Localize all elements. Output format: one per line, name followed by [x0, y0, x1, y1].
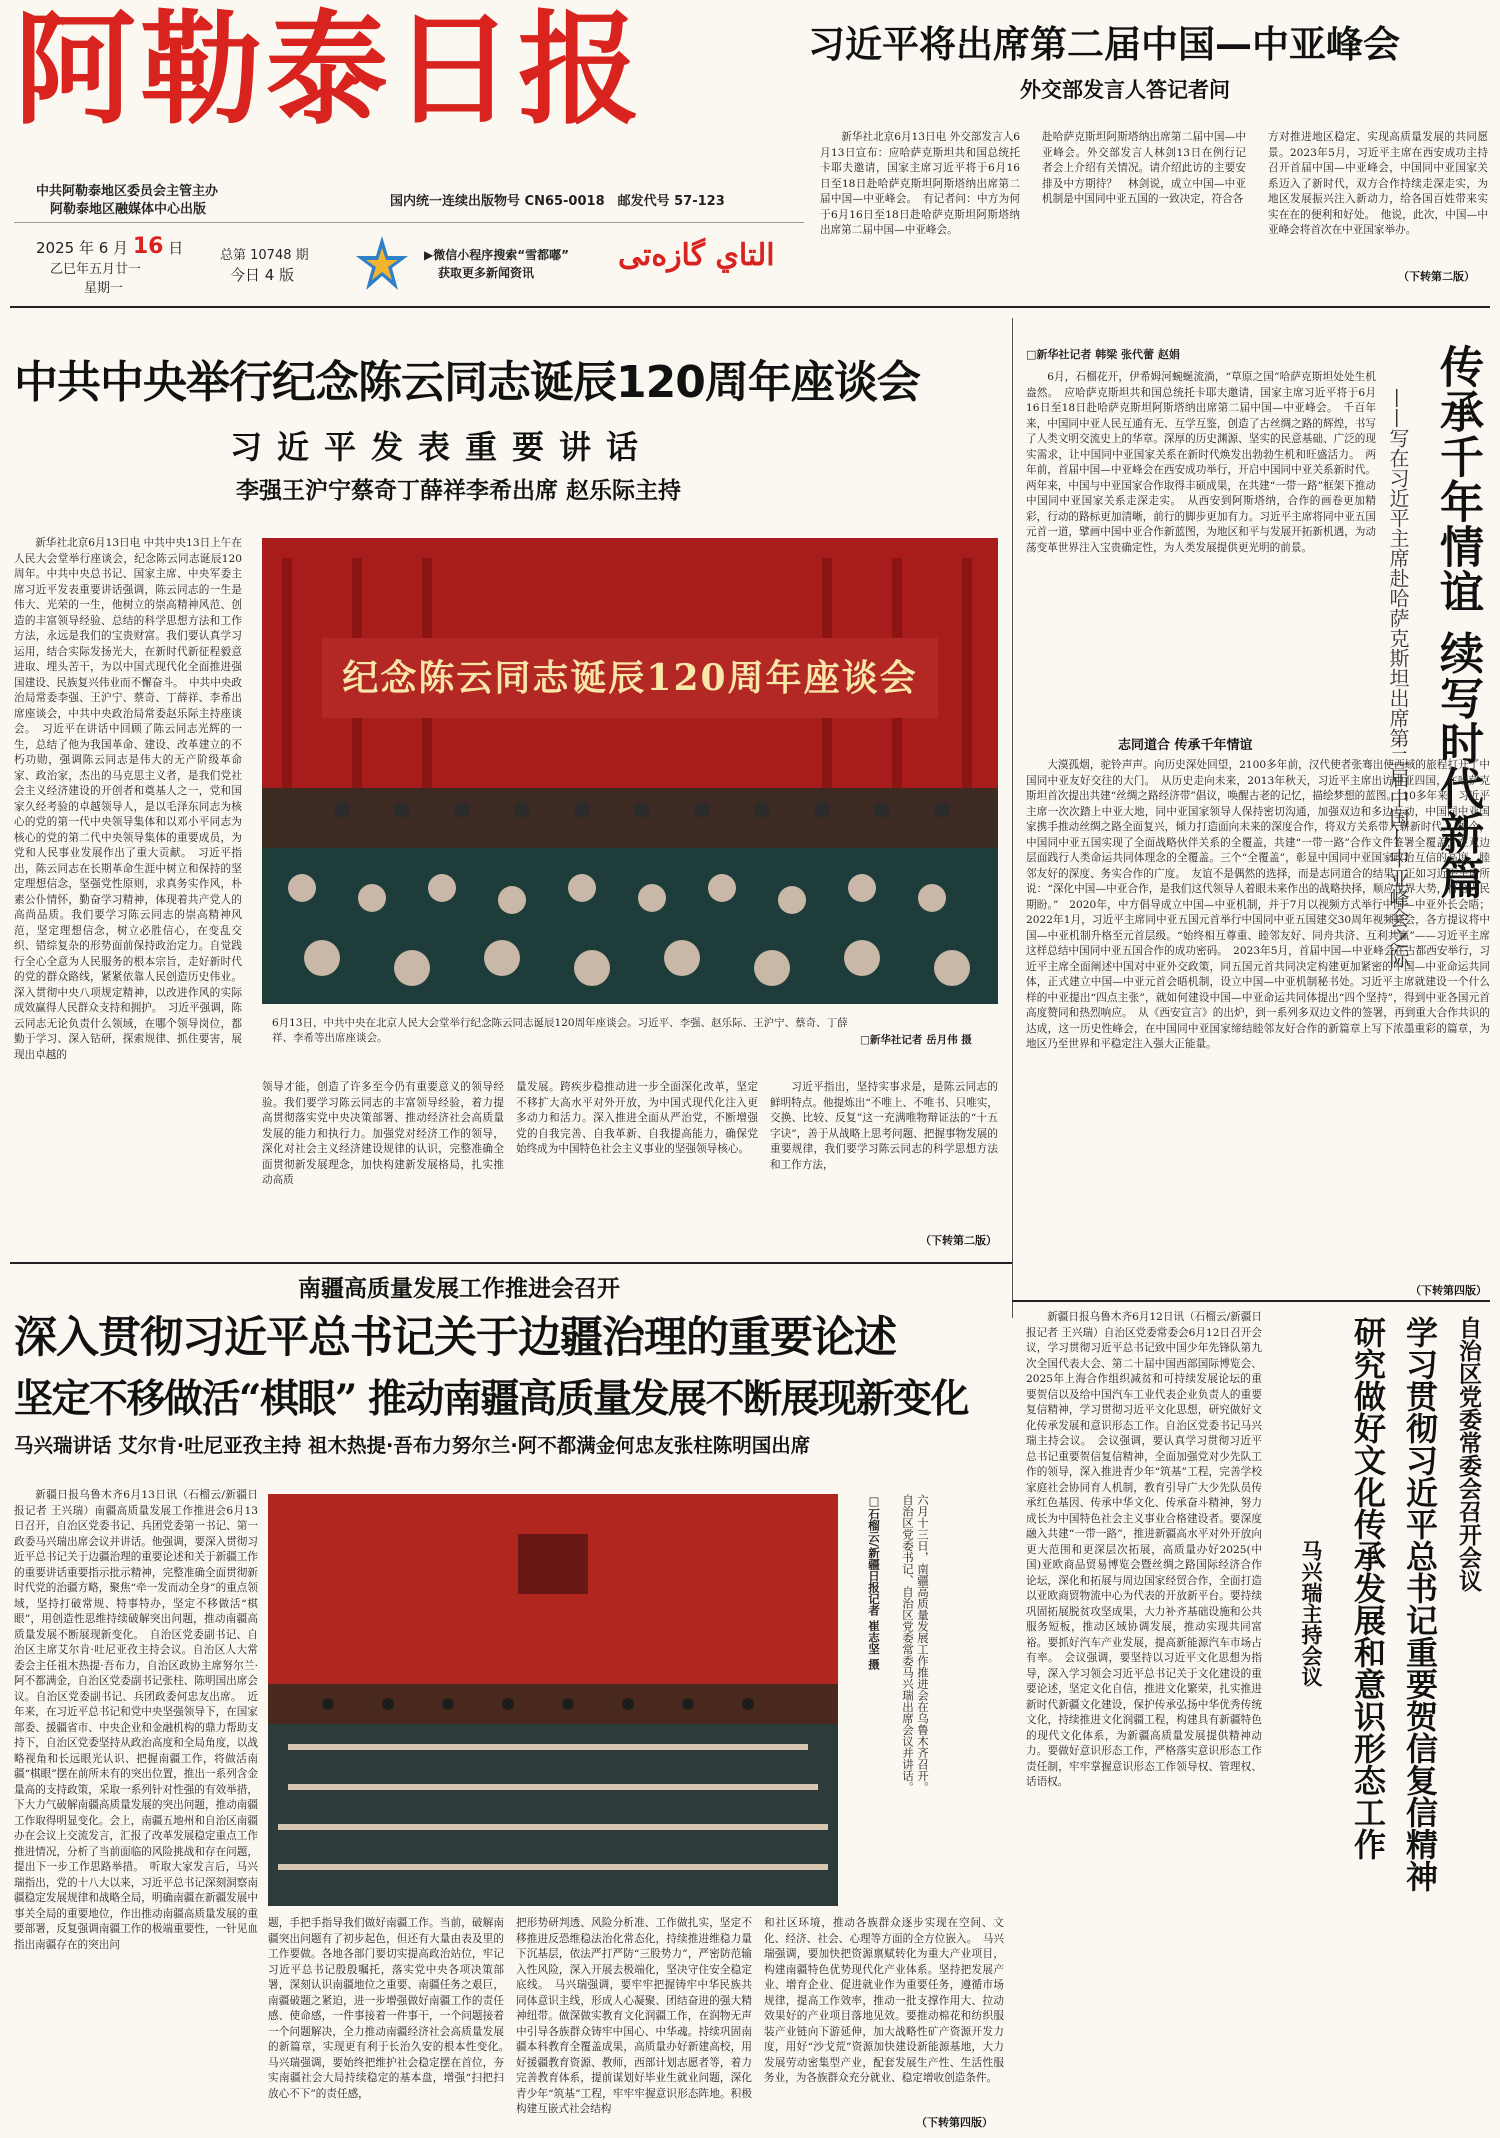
issue-date: 2025 年 6 月 16 日: [36, 234, 184, 259]
second-headline-2: 坚定不移做活“棋眼” 推动南疆高质量发展不断展现新变化: [14, 1376, 968, 1422]
lead-subhead: 习近平发表重要讲话: [230, 428, 654, 466]
wechat-line-1: ▶微信小程序搜索“雪都嘟”: [424, 248, 570, 262]
kazakh-title: التاي گازەتى: [618, 238, 775, 273]
second-photo-caption: 六月十三日，南疆高质量发展工作推进会在乌鲁木齐召开。自治区党委书记、自治区党委常委马兴瑞出席会议并讲话。: [901, 1494, 930, 1793]
lead-photo: [262, 538, 998, 1004]
top-story-col-2: 赴哈萨克斯坦阿斯塔纳出席第二届中国—中亚峰会。外交部发言人林剑13日在例行记者会上介绍有关情况。请介绍此访的主要安排及中方期待？ 林剑说，成立中国—中亚机制是中国同中亚五国的一致决定，符合各: [1042, 131, 1246, 205]
page-count: 今日 4 版: [230, 266, 295, 284]
feature-continued: （下转第四版）: [1410, 1284, 1487, 1297]
lead-bottom-col-3: 习近平指出，坚持实事求是，是陈云同志的鲜明特点。他提炼出“不唯上、不唯书、只唯实，交换、比较、反复”这一充满唯物辩证法的“十五字诀”，善于从战略上思考问题、把握事物发展的重要规律，我们要学习陈云同志的科学思想方法和工作方法，: [770, 1081, 998, 1171]
second-left-column: 新疆日报乌鲁木齐6月13日讯（石榴云/新疆日报记者 王兴瑞）南疆高质量发展工作推进会6月13日召开，自治区党委书记、兵团党委第一书记、第一政委马兴瑞出席会议并讲话。他强调，要深入贯彻习近平总书记关于边疆治理的重要论述和关于新疆工作的重要讲话重要指示批示精神，完整准确全面贯彻新时代党的治疆方略，聚焦“牵一发而动全身”的重点领域，坚持打破常规、特事特办，坚定不移做活“棋眼”，用创造性思维持续破解突出问题，推动南疆高质量发展不断展现新变化。 自治区党委副书记、自治区主席艾尔肯·吐尼亚孜主持会议。自治区人大常委会主任祖木热提·吾布力，自治区政协主席努尔兰·阿不都满金，自治区党委副书记张柱、陈明国出席会议。自治区党委副书记、兵团政委何忠友出席。 近年来，在习近平总书记和党中央坚强领导下，在国家部委、援疆省市、中央企业和金融机构的鼎力帮助支持下，自治区党委坚持从政治高度和全局角度，以战略视角和长远眼光认识、把握南疆工作，将做活南疆“棋眼”摆在前所未有的突出位置，推出一系列含金量高的支持政策，采取一系列针对性强的有效举措，下大力气破解南疆高质量发展的突出问题，推动南疆工作取得明显变化。会上，南疆五地州和自治区南疆办在会议上交流发言，汇报了改革发展稳定重点工作推进情况，分析了当前面临的风险挑战和存在问题，提出下一步工作思路举措。 听取大家发言后，马兴瑞指出，党的十八大以来，习近平总书记深刻洞察南疆稳定发展规律和战略全局，明确南疆在新疆发展中事关全局的重要地位，作出推动南疆高质量发展的重要部署，反复强调南疆工作的极端重要性，一针见血指出南疆存在的突出问: [14, 1489, 258, 1951]
lead-bottom-col-1: 领导才能，创造了许多至今仍有重要意义的领导经验。我们要学习陈云同志的丰富领导经验，着力提高贯彻落实党中央决策部署、推动经济社会高质量发展的能力和执行力。加强党对经济工作的领导，深化对社会主义经济建设规律的认识，完整准确全面贯彻新发展理念，加快构建新发展格局，扎实推动高质: [262, 1081, 504, 1186]
meeting-vertical-byline: 马兴瑞主持会议: [1299, 1540, 1323, 1687]
meeting-text: 新疆日报乌鲁木齐6月12日讯（石榴云/新疆日报记者 王兴瑞）自治区党委常委会6月12日召开会议，学习贯彻习近平总书记致中国少年先锋队第九次全国代表大会、第二十届中国西部国际博览会、2025年上海合作组织减贫和可持续发展论坛的重要贺信以及给中国汽车工业代表企业负责人的重要复信精神，学习贯彻习近平文化思想，研究做好文化传承发展和意识形态工作。自治区党委书记马兴瑞主持会议。 会议强调，要认真学习贯彻习近平总书记重要贺信复信精神，全面加强党对少先队工作的领导，深入推进青少年“筑基”工程，完善学校家庭社会协同育人机制，教育引导广大少先队员传承红色基因、传承中华文化、传承奋斗精神，努力成长为中国特色社会主义事业合格建设者。要深度融入共建“一带一路”，推进新疆高水平对外开放向更大范围和更深层次拓展，高质量办好2025(中国)亚欧商品贸易博览会暨丝绸之路国际经济合作论坛，深化和拓展与周边国家经贸合作，全面打造以亚欧商贸物流中心为代表的开放新平台。要持续巩固拓展脱贫攻坚成果，大力补齐基础设施和公共服务短板，推动区域协调发展，推动实现共同富裕。要抓好汽车产业发展，提高新能源汽车市场占有率。 会议强调，要坚持以习近平文化思想为指导，深入学习领会习近平总书记关于文化建设的重要论述，坚定文化自信，推进文化繁荣，扎实推进新时代新疆文化建设，保护传承弘扬中华优秀传统文化，持续推进文化润疆工程，构建具有新疆特色的现代文化体系，为新疆高质量发展提供精神动力。要做好意识形态工作，严格落实意识形态工作责任制，牢牢掌握意识形态工作领导权、管理权、话语权。: [1026, 1311, 1262, 1788]
second-continued: （下转第四版）: [916, 2116, 993, 2129]
lead-photo-banner: 纪念陈云同志诞辰120周年座谈会: [342, 657, 918, 699]
second-kicker: 南疆高质量发展工作推进会召开: [298, 1276, 620, 1302]
lunar-date: 乙巳年五月廿一: [50, 262, 142, 277]
second-photo-credit: □石榴云/新疆日报记者 崔志坚 摄: [867, 1494, 881, 1670]
second-bottom-col-3: 和社区环境，推动各族群众逐步实现在空间、文化、经济、社会、心理等方面的全方位嵌入。 马兴瑞强调，要加快把资源禀赋转化为重大产业项目，构建南疆特色优势现代化产业体系。坚持把发展产业、增育企业、促进就业作为重要任务，遵循市场规律，提高工作效率，推动一批支撑作用大、拉动效果好的产业项目落地见效。要推动棉花和纺织服装产业链向下游延伸，加大战略性矿产资源开发力度，用好“沙戈荒”资源加快建设新能源基地，大力发展劳动密集型产业，配套发展生产性、生活性服务业，为各族群众充分就业、稳定增收创造条件。: [764, 1917, 1004, 2084]
sponsor-line-1: 中共阿勒泰地区委员会主管主办: [36, 184, 219, 199]
feature-vertical-title: 传承千年情谊 续写时代新篇: [1432, 344, 1483, 901]
newspaper-title: 阿勒泰日报: [14, 0, 644, 141]
lead-attendees: 李强王沪宁蔡奇丁薛祥李希出席 赵乐际主持: [236, 478, 682, 504]
lead-photo-caption: 6月13日，中共中央在北京人民大会堂举行纪念陈云同志诞辰120周年座谈会。习近平、李强、赵乐际、王沪宁、蔡奇、丁薛祥、李希等出席座谈会。: [272, 1017, 848, 1044]
second-photo: [268, 1494, 838, 1906]
issue-number: 总第 10748 期: [220, 248, 309, 263]
lead-photo-credit: □新华社记者 岳月伟 摄: [860, 1034, 972, 1046]
meeting-vertical-kicker: 自治区党委常委会召开会议: [1455, 1316, 1481, 1592]
lead-continued: （下转第二版）: [920, 1234, 997, 1247]
feature-section-head: 志同道合 传承千年情谊: [1118, 738, 1253, 753]
top-story-subhead: 外交部发言人答记者问: [1020, 78, 1230, 102]
meeting-vertical-headline-1: 学习贯彻习近平总书记重要贺信复信精神: [1401, 1316, 1439, 1892]
cn-number: 国内统一连续出版物号 CN65-0018 邮发代号 57-123: [390, 194, 725, 209]
app-logo-icon: [352, 234, 412, 294]
top-story-col-3: 方对推进地区稳定、实现高质量发展的共同愿景。2023年5月，习近平主席在西安成功主持召开首届中国—中亚峰会，中国同中亚国家关系迈入了新时代，双方合作持续走深走实，为地区发展振兴注入新动力，给各国百姓带来实实在在的便利和好处。 他说，此次，中国—中亚峰会将首次在中亚国家举办。: [1268, 131, 1488, 236]
meeting-vertical-headline-2: 研究做好文化传承发展和意识形态工作: [1349, 1316, 1387, 1860]
feature-reporter: □新华社记者 韩梁 张代蕾 赵娟: [1026, 348, 1180, 361]
lead-bottom-col-2: 量发展。跨疾步稳推动进一步全面深化改革，坚定不移扩大高水平对外开放，为中国式现代化注入更多动力和活力。深入推进全面从严治党，不断增强党的自我完善、自我革新、自我提高能力，确保党始终成为中国特色社会主义事业的坚强领导核心。: [516, 1081, 758, 1155]
date-day: 16: [132, 234, 164, 259]
sponsor-line-2: 阿勒泰地区融媒体中心出版: [50, 202, 207, 217]
second-attendees: 马兴瑞讲话 艾尔肯·吐尼亚孜主持 祖木热提·吾布力努尔兰·阿不都满金何忠友张柱陈明国出席: [14, 1434, 811, 1457]
feature-para-2: 大漠孤烟，驼铃声声。向历史深处回望，2100多年前，汉代使者张骞出使西域的旅程打开了中国同中亚友好交往的大门。 从历史走向未来，2013年秋天，习近平主席出访中亚四国，在哈萨克斯坦首次提出共建“丝绸之路经济带”倡议，唤醒古老的记忆，描绘梦想的蓝图。 10多年来，习近平主席一次次踏上中亚大地，同中亚国家领导人保持密切沟通，加强双边和多边互动，中国同中亚国家携手推动丝绸之路全面复兴，倾力打造面向未来的深度合作，将双方关系带入崭新时代。 如今，中国同中亚五国实现了全面战略伙伴关系的全覆盖，共建“一带一路”合作文件签署全覆盖，在双边层面践行人类命运共同体理念的全覆盖。三个“全覆盖”，彰显中国同中亚国家政治互信的高度、睦邻友好的深度、务实合作的广度。 友谊不是偶然的选择，而是志同道合的结果。正如习近平主席所说：“深化中国—中亚合作，是我们这代领导人着眼未来作出的战略抉择，顺应世界大势，符合人民期盼。” 2020年，中方倡导成立中国—中亚机制，并于7月以视频方式举行中国—中亚外长会晤；2022年1月，习近平主席同中亚五国元首举行中国同中亚五国建交30周年视频峰会，各方提议将中国—中亚机制升格至元首层级。“始终相互尊重、睦邻友好、同舟共济、互利共赢”——习近平主席这样总结中国同中亚五国合作的成功密码。 2023年5月，首届中国—中亚峰会在古都西安举行，习近平主席全面阐述中国对中亚外交政策，同五国元首共同决定构建更加紧密的中国—中亚命运共同体，正式建立中国—中亚元首会晤机制，设立中国—中亚机制秘书处。习近平主席就建设一个什么样的中亚提出“四点主张”，就如何建设中国—中亚命运共同体提出“四个坚持”，得到中亚各国元首高度赞同和热烈响应。 从《西安宣言》的出炉，到一系列多双边文件的签署，再到重大合作共识的达成，这一历史性峰会，在中国同中亚国家缔结睦邻友好合作的新篇章上写下浓墨重彩的篇章，为地区乃至世界和平稳定注入强大正能量。: [1026, 759, 1490, 1050]
top-story-continued: （下转第二版）: [1398, 270, 1475, 283]
weekday: 星期一: [84, 281, 124, 296]
top-story-col-1: 新华社北京6月13日电 外交部发言人6月13日宣布：应哈萨克斯坦共和国总统托卡耶夫邀请，国家主席习近平将于6月16日至18日赴哈萨克斯坦阿斯塔纳出席第二届中国—中亚峰会。 有记者问：中方为何于6月16日至18日赴哈萨克斯坦阿斯塔纳出席第二届中国—中亚峰会。: [820, 131, 1020, 236]
second-bottom-col-2: 把形势研判透、风险分析准、工作做扎实，坚定不移推进反恐维稳法治化常态化，持续推进维稳力量下沉基层，依法严打严防“三股势力”，严密防范输入性风险，深入开展去极端化，坚决守住安全稳定底线。 马兴瑞强调，要牢牢把握铸牢中华民族共同体意识主线，形成人心凝聚、团结奋进的强大精神纽带。做深做实教育文化润疆工作，在润物无声中引导各族群众铸牢中国心、中华魂。持续巩固南疆本科教育全覆盖成果，高质量办好新建高校，用好援疆教育资源、教师，西部计划志愿者等，着力完善教育体系，提前谋划好毕业生就业问题，深化青少年“筑基”工程，牢牢牢握意识形态阵地。积极构建互嵌式社会结构: [516, 1917, 752, 2115]
feature-vertical-subtitle: ——写在习近平主席赴哈萨克斯坦出席第二届中国—中亚峰会之际: [1386, 388, 1410, 968]
lead-headline: 中共中央举行纪念陈云同志诞辰120周年座谈会: [14, 357, 920, 408]
feature-para-1: 6月，石榴花开，伊希姆河蜿蜒流淌，“草原之国”哈萨克斯坦处处生机盎然。 应哈萨克斯坦共和国总统托卡耶夫邀请，国家主席习近平将于6月16日至18日赴哈萨克斯坦阿斯塔纳出席第二届中国—中亚峰会。 千百年来，中国同中亚人民互通有无、互学互鉴，创造了古丝绸之路的辉煌，书写了人类文明交流史上的华章。深厚的历史渊源、坚实的民意基础、广泛的现实需求，让中国同中亚国家关系在新时代焕发出勃勃生机和旺盛活力。 两年前，首届中国—中亚峰会在西安成功举行，开启中国同中亚关系新时代。两年来，中国与中亚国家合作取得丰硕成果，在共建“一带一路”框架下推动中国同中亚国家关系走深走实。 从西安到阿斯塔纳，合作的画卷更加精彩，行动的路标更加清晰，前行的脚步更加有力。习近平主席将同中亚五国元首一道，擘画中国中亚合作新蓝图，为地区和平与发展开拓新机遇，为动荡变革世界注入宝贵确定性，为人类发展提供更光明的前景。: [1026, 371, 1376, 554]
top-story-headline: 习近平将出席第二届中国—中亚峰会: [808, 23, 1400, 66]
lead-left-column: 新华社北京6月13日电 中共中央13日上午在人民大会堂举行座谈会，纪念陈云同志诞辰120周年。中共中央总书记、国家主席、中央军委主席习近平发表重要讲话强调，陈云同志的一生是伟大、光荣的一生，他树立的崇高精神风范、创造的丰富领导经验、总结的科学思想方法和工作方法，永远是我们的宝贵财富。我们要认真学习运用，结合实际发扬光大，在新时代新征程毅意进取、埋头苦干，为以中国式现代化全面推进强国建设、民族复兴伟业而不懈奋斗。 中共中央政治局常委李强、王沪宁、蔡奇、丁薛祥、李希出席座谈会，中共中央政治局常委赵乐际主持座谈会。 习近平在讲话中回顾了陈云同志光辉的一生，总结了他为我国革命、建设、改革建立的不朽功勋，强调陈云同志是伟大的无产阶级革命家、政治家，杰出的马克思主义者，是我们党社会主义经济建设的开创者和奠基人之一，党和国家久经考验的卓越领导人，是以毛泽东同志为核心的党的第一代中央领导集体和以邓小平同志为核心的党的第二代中央领导集体的重要成员，为党和人民事业发展作出了重大贡献。 习近平指出，陈云同志在长期革命生涯中树立和保持的坚定理想信念，坚强党性原则，求真务实作风，朴素公仆情怀，勤奋学习精神，体现着共产党人的高尚品质。我们要学习陈云同志的崇高精神风范，坚定理想信念，树立必胜信心，在变乱交织、错综复杂的形势面前保持政治定力。自觉践行全心全意为人民服务的根本宗旨，走好新时代的党的群众路线，紧紧依靠人民创造历史伟业。深入贯彻中央八项规定精神，以改进作风的实际成效赢得人民群众支持和拥护。 习近平强调，陈云同志无论负责什么领域，在哪个领导岗位，都勤于学习、深入钻研，探索规律、抓住要害，展现出卓越的: [14, 537, 242, 1061]
second-headline-1: 深入贯彻习近平总书记关于边疆治理的重要论述: [14, 1313, 896, 1363]
second-bottom-col-1: 题，手把手指导我们做好南疆工作。当前，破解南疆突出问题有了初步起色，但还有大量由表及里的工作要做。各地各部门要切实提高政治站位，牢记习近平总书记殷殷嘱托，落实党中央各项决策部署，深刻认识南疆地位之重要、南疆任务之艰巨，南疆破题之紧迫，进一步增强做好南疆工作的责任感、使命感，一件事接着一件事干，一个问题接着一个问题解决，全力推动南疆经济社会高质量发展的新篇章，实现更有利于长治久安的根本性变化。 马兴瑞强调，要始终把维护社会稳定摆在首位，夯实南疆社会大局持续稳定的基本盘，增强“扫把扫放心不下”的责任感，: [268, 1917, 515, 2100]
wechat-line-2: 获取更多新闻资讯: [438, 266, 535, 280]
